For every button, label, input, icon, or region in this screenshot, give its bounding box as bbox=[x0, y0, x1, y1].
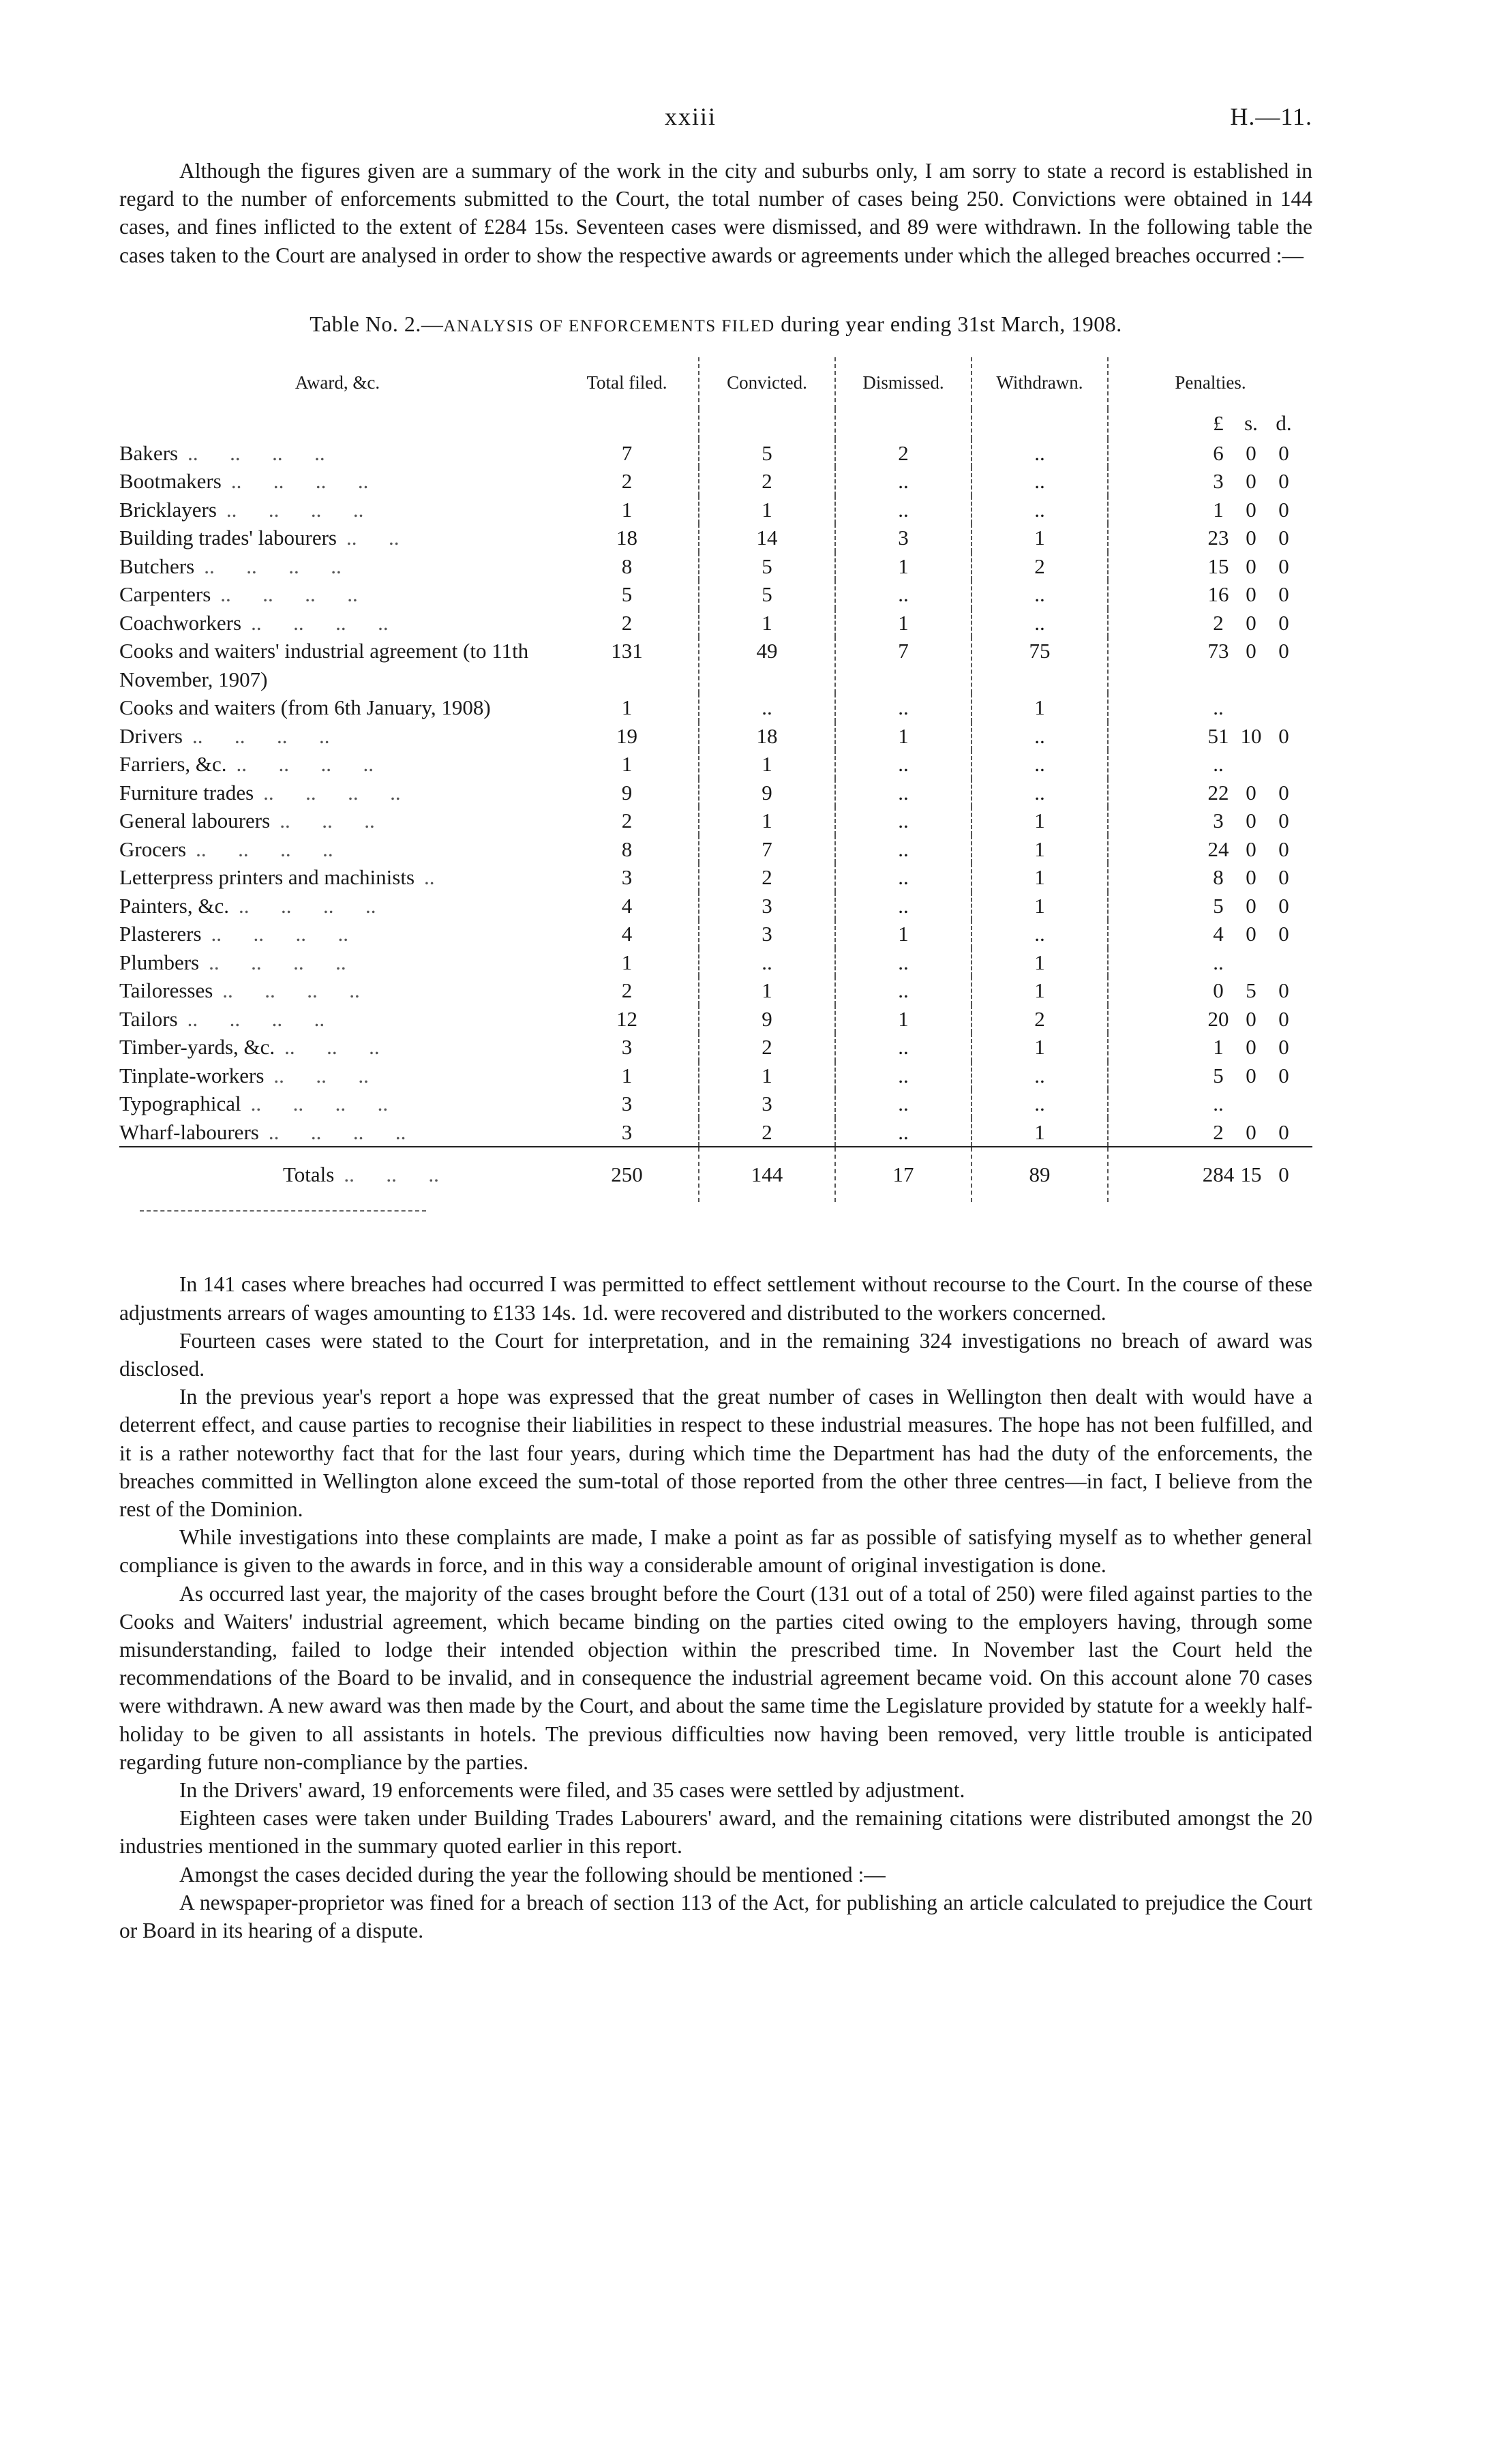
leader-dots: .. .. .. .. bbox=[204, 554, 342, 578]
award-name: General labourers bbox=[119, 809, 271, 833]
penalty-pounds: 51 bbox=[1207, 723, 1229, 748]
penalty-pounds: 1 bbox=[1213, 1035, 1224, 1060]
leader-dots: .. .. .. bbox=[273, 1063, 369, 1087]
cell-total: 2 bbox=[621, 469, 633, 494]
cell-dismissed: .. bbox=[835, 892, 972, 920]
penalty-shillings: 0 bbox=[1246, 526, 1256, 550]
penalty-shillings: 0 bbox=[1246, 1120, 1256, 1144]
cell-dismissed: 1 bbox=[835, 920, 972, 948]
penalty-pence: 0 bbox=[1278, 497, 1289, 522]
cell-withdrawn: 1 bbox=[972, 693, 1108, 722]
penalty-pence: 0 bbox=[1278, 1120, 1289, 1144]
cell-total: 3 bbox=[621, 1035, 633, 1060]
penalty-pence bbox=[1267, 750, 1300, 779]
penalty-shillings: 0 bbox=[1246, 837, 1256, 861]
cell-dismissed: .. bbox=[835, 779, 972, 807]
leader-dots: .. .. .. .. bbox=[187, 440, 325, 465]
table-row bbox=[119, 892, 1312, 920]
penalty-pounds: .. bbox=[1213, 695, 1224, 720]
cell-convicted: 2 bbox=[699, 1118, 835, 1147]
table-row bbox=[119, 1062, 1312, 1090]
table-body bbox=[119, 409, 1312, 1203]
body-paragraph: Fourteen cases were stated to the Court for interpretation, and in the remaining 324 investigations no breach of award was disclosed. bbox=[119, 1328, 1312, 1381]
cell-withdrawn: .. bbox=[972, 920, 1108, 948]
award-name: Plasterers bbox=[119, 922, 202, 946]
leader-dots: .. .. .. .. bbox=[222, 978, 360, 1003]
cell-total: 18 bbox=[616, 526, 637, 550]
cell-total: 4 bbox=[621, 893, 633, 918]
penalty-shillings bbox=[1235, 750, 1267, 779]
body-paragraph: As occurred last year, the majority of the cases brought before the Court (131 out of a total of 250) were filed against parties to the Cooks and Waiters' industrial agreement, which became binding on the parties cited owing to the employers having, through some misunderstanding, failed to lodge their intended objection within the prescribed time. In November last the Court held the recommendations of the Board to be invalid, and in consequence the industrial agreement became void. On this account alone 70 cases were withdrawn. A new award was then made by the Court, and about the same time the Legislature provided by statute for a weekly half-holiday to be given to all assistants in hotels. The previous difficulties now having been removed, very little trouble is anticipated regarding future non-compliance by the parties. bbox=[119, 1581, 1312, 1774]
cell-total: 5 bbox=[621, 582, 633, 607]
leader-dots: .. .. .. .. bbox=[251, 610, 389, 635]
leader-dots: .. .. bbox=[346, 526, 400, 550]
table-row bbox=[119, 1118, 1312, 1147]
table-title-prefix: Table No. 2.— bbox=[310, 311, 444, 336]
cell-dismissed: .. bbox=[835, 863, 972, 892]
cell-total: 2 bbox=[621, 610, 633, 635]
award-name: Bootmakers bbox=[119, 469, 222, 494]
cell-total: 250 bbox=[556, 1147, 699, 1202]
penalty-pence: 0 bbox=[1278, 780, 1289, 805]
penalty-pounds: 5 bbox=[1213, 893, 1224, 918]
cell-convicted: 14 bbox=[699, 524, 835, 552]
table-row bbox=[119, 976, 1312, 1005]
penalty-shillings bbox=[1235, 693, 1267, 722]
cell-withdrawn: .. bbox=[972, 750, 1108, 779]
award-name: Plumbers bbox=[119, 950, 200, 974]
cell-dismissed: .. bbox=[835, 835, 972, 864]
cell-dismissed: .. bbox=[835, 693, 972, 722]
cell-convicted: 2 bbox=[699, 467, 835, 496]
cell-dismissed: 1 bbox=[835, 552, 972, 581]
award-name: Cooks and waiters (from 6th January, 1908) bbox=[119, 695, 491, 720]
cell-total: 2 bbox=[621, 809, 633, 833]
penalty-pence: 0 bbox=[1278, 610, 1289, 635]
cell-convicted: 3 bbox=[699, 1090, 835, 1118]
header-total-filed: Total filed. bbox=[586, 372, 667, 393]
cell-withdrawn: 1 bbox=[972, 835, 1108, 864]
cell-total: 1 bbox=[621, 1063, 633, 1087]
cell-withdrawn: .. bbox=[972, 580, 1108, 609]
penalty-pounds: 6 bbox=[1213, 440, 1224, 465]
cell-total: 1 bbox=[621, 950, 633, 974]
table-header-row bbox=[119, 357, 1312, 409]
table-row bbox=[119, 807, 1312, 835]
cell-convicted: 5 bbox=[699, 439, 835, 468]
header-withdrawn: Withdrawn. bbox=[972, 357, 1108, 409]
cell-dismissed: .. bbox=[835, 1090, 972, 1118]
body-paragraph: While investigations into these complaints are made, I make a point as far as possible of satisfying myself as to whether general compliance is given to the awards in force, and in this way a considerable amount of original investigation is done. bbox=[119, 1525, 1312, 1578]
leader-dots: .. .. .. bbox=[344, 1162, 439, 1187]
penalty-pence: 0 bbox=[1278, 582, 1289, 607]
penalty-shillings: 0 bbox=[1246, 610, 1256, 635]
penalty-pence: 0 bbox=[1278, 1006, 1289, 1031]
leader-dots: .. .. .. .. bbox=[196, 837, 333, 861]
cell-convicted: 18 bbox=[699, 722, 835, 751]
body-paragraph: Amongst the cases decided during the year the following should be mentioned :— bbox=[179, 1862, 886, 1887]
table-row bbox=[119, 1090, 1312, 1118]
leader-dots: .. .. .. .. bbox=[236, 752, 374, 777]
penalty-pence: 0 bbox=[1278, 809, 1289, 833]
penalty-pence: 0 bbox=[1278, 554, 1289, 578]
cell-withdrawn: 75 bbox=[972, 637, 1108, 693]
cell-withdrawn: .. bbox=[972, 467, 1108, 496]
intro-paragraph: Although the figures given are a summary of the work in the city and suburbs only, I am sorry to state a record is established in regard to the number of enforcements submitted to the Court, the total number of cases being 250. Convictions were obtained in 144 cases, and fines inflicted to the extent of £284 15s. Seventeen cases were dismissed, and 89 were withdrawn. In the following table the cases taken to the Court are analysed in order to show the respective awards or agreements under which the alleged breaches occurred :— bbox=[119, 159, 1312, 267]
cell-withdrawn: .. bbox=[972, 496, 1108, 524]
cell-total: 2 bbox=[621, 978, 633, 1003]
penalty-shillings: 0 bbox=[1246, 893, 1256, 918]
body-paragraph: In 141 cases where breaches had occurred I was permitted to effect settlement without recourse to the Court. In the course of these adjustments arrears of wages amounting to £133 14s. 1d. were recovered and distributed to the workers concerned. bbox=[119, 1272, 1312, 1325]
award-name: Cooks and waiters' industrial agreement (to 11th November, 1907) bbox=[119, 639, 529, 691]
penalty-pence bbox=[1267, 948, 1300, 977]
table-row bbox=[119, 580, 1312, 609]
cell-convicted: 1 bbox=[699, 750, 835, 779]
table-bottom-rule bbox=[140, 1210, 426, 1212]
award-name: Timber-yards, &c. bbox=[119, 1035, 275, 1060]
cell-convicted: .. bbox=[699, 693, 835, 722]
cell-convicted: 7 bbox=[699, 835, 835, 864]
cell-convicted: 1 bbox=[699, 496, 835, 524]
cell-dismissed: 17 bbox=[835, 1147, 972, 1202]
penalty-pence: 0 bbox=[1278, 1162, 1289, 1187]
table-row bbox=[119, 467, 1312, 496]
cell-total: 1 bbox=[621, 752, 633, 777]
penalty-pence: 0 bbox=[1278, 922, 1289, 946]
table-row bbox=[119, 750, 1312, 779]
page-header bbox=[119, 102, 1312, 143]
cell-withdrawn: 1 bbox=[972, 948, 1108, 977]
cell-total: 1 bbox=[621, 497, 633, 522]
body-paragraph: Eighteen cases were taken under Building Trades Labourers' award, and the remaining citations were distributed amongst the 20 industries mentioned in the summary quoted earlier in this report. bbox=[119, 1806, 1312, 1859]
penalty-shillings: 0 bbox=[1246, 1063, 1256, 1087]
award-name: Wharf-labourers bbox=[119, 1120, 259, 1144]
body-paragraph: In the Drivers' award, 19 enforcements were filed, and 35 cases were settled by adjustment. bbox=[179, 1777, 965, 1802]
award-name: Typographical bbox=[119, 1092, 241, 1116]
cell-convicted: 9 bbox=[699, 779, 835, 807]
cell-withdrawn: .. bbox=[972, 1062, 1108, 1090]
award-name: Letterpress printers and machinists bbox=[119, 865, 415, 890]
document-page bbox=[119, 102, 1312, 1944]
penalty-pounds: 3 bbox=[1213, 469, 1224, 494]
award-name: Drivers bbox=[119, 723, 183, 748]
cell-dismissed: .. bbox=[835, 580, 972, 609]
leader-dots: .. .. .. .. bbox=[226, 497, 364, 522]
award-name: Bakers bbox=[119, 440, 179, 465]
cell-dismissed: .. bbox=[835, 1118, 972, 1147]
leader-dots: .. .. .. .. bbox=[220, 582, 358, 607]
penalty-shillings: 5 bbox=[1246, 978, 1256, 1003]
cell-total: 3 bbox=[621, 865, 633, 890]
penalty-pounds: 2 bbox=[1213, 1120, 1224, 1144]
cell-dismissed: .. bbox=[835, 467, 972, 496]
cell-convicted: 1 bbox=[699, 807, 835, 835]
cell-withdrawn: 89 bbox=[972, 1147, 1108, 1202]
table-row bbox=[119, 1005, 1312, 1034]
penalty-shillings: 0 bbox=[1246, 639, 1256, 663]
cell-withdrawn: 2 bbox=[972, 1005, 1108, 1034]
penalty-shillings bbox=[1235, 1090, 1267, 1118]
page-number: xxiii bbox=[665, 103, 717, 130]
penalty-pounds: 8 bbox=[1213, 865, 1224, 890]
cell-dismissed: 1 bbox=[835, 722, 972, 751]
cell-withdrawn: .. bbox=[972, 722, 1108, 751]
document-reference: H.—11. bbox=[1230, 103, 1312, 130]
penalty-pence: 0 bbox=[1278, 526, 1289, 550]
currency-pounds: £ bbox=[1213, 410, 1224, 435]
penalty-pence: 0 bbox=[1278, 978, 1289, 1003]
award-name: Tinplate-workers bbox=[119, 1063, 265, 1087]
award-name: Butchers bbox=[119, 554, 195, 578]
cell-withdrawn: 1 bbox=[972, 976, 1108, 1005]
penalty-pounds: 284 bbox=[1202, 1162, 1235, 1187]
penalty-shillings: 0 bbox=[1246, 582, 1256, 607]
header-award: Award, &c. bbox=[295, 372, 380, 393]
cell-total: 12 bbox=[616, 1006, 637, 1031]
penalty-pounds: 23 bbox=[1207, 526, 1229, 550]
award-name: Tailors bbox=[119, 1006, 178, 1031]
penalty-pounds: 16 bbox=[1207, 582, 1229, 607]
header-dismissed: Dismissed. bbox=[835, 357, 972, 409]
totals-label: Totals bbox=[283, 1162, 335, 1187]
penalty-shillings: 0 bbox=[1246, 809, 1256, 833]
cell-dismissed: .. bbox=[835, 1033, 972, 1062]
award-name: Furniture trades bbox=[119, 780, 254, 805]
penalty-pounds: 3 bbox=[1213, 809, 1224, 833]
cell-total: 131 bbox=[611, 639, 643, 663]
cell-withdrawn: .. bbox=[972, 609, 1108, 637]
cell-total: 3 bbox=[621, 1120, 633, 1144]
cell-convicted: 3 bbox=[699, 892, 835, 920]
penalty-pence bbox=[1267, 693, 1300, 722]
penalty-pounds: 20 bbox=[1207, 1006, 1229, 1031]
cell-total: 19 bbox=[616, 723, 637, 748]
penalty-pounds: 73 bbox=[1207, 639, 1229, 663]
penalty-shillings: 0 bbox=[1246, 554, 1256, 578]
penalty-pence: 0 bbox=[1278, 1035, 1289, 1060]
leader-dots: .. .. .. bbox=[284, 1035, 380, 1060]
leader-dots: .. .. .. .. bbox=[263, 780, 401, 805]
table-row bbox=[119, 693, 1312, 722]
penalty-shillings: 0 bbox=[1246, 440, 1256, 465]
award-name: Carpenters bbox=[119, 582, 211, 607]
award-name: Bricklayers bbox=[119, 497, 217, 522]
cell-withdrawn: 1 bbox=[972, 863, 1108, 892]
cell-convicted: 2 bbox=[699, 863, 835, 892]
cell-dismissed: 7 bbox=[835, 637, 972, 693]
cell-withdrawn: 1 bbox=[972, 807, 1108, 835]
cell-convicted: 2 bbox=[699, 1033, 835, 1062]
award-name: Building trades' labourers bbox=[119, 526, 337, 550]
cell-total: 9 bbox=[621, 780, 633, 805]
leader-dots: .. .. .. .. bbox=[239, 893, 376, 918]
body-paragraph: In the previous year's report a hope was expressed that the great number of cases in Wellington then dealt with would have a deterrent effect, and cause parties to recognise their liabilities in respect to these industrial measures. The hope has not been fulfilled, and it is a rather noteworthy fact that for the last four years, during which time the Department has had the duty of the enforcements, the breaches committed in Wellington alone exceed the sum-total of those reported from the other three centres—in fact, I believe from the rest of the Dominion. bbox=[119, 1385, 1312, 1521]
cell-withdrawn: 2 bbox=[972, 552, 1108, 581]
cell-withdrawn: 1 bbox=[972, 1033, 1108, 1062]
penalty-pounds: 1 bbox=[1213, 497, 1224, 522]
penalty-shillings: 0 bbox=[1246, 469, 1256, 494]
penalty-pounds: .. bbox=[1213, 950, 1224, 974]
penalty-pounds: 5 bbox=[1213, 1063, 1224, 1087]
table-row bbox=[119, 722, 1312, 751]
award-name: Grocers bbox=[119, 837, 187, 861]
table-row bbox=[119, 1033, 1312, 1062]
penalty-pence: 0 bbox=[1278, 1063, 1289, 1087]
penalty-pounds: 24 bbox=[1207, 837, 1229, 861]
leader-dots: .. bbox=[424, 865, 435, 890]
table-row bbox=[119, 609, 1312, 637]
cell-dismissed: .. bbox=[835, 807, 972, 835]
currency-row bbox=[119, 409, 1312, 439]
currency-shillings: s. bbox=[1244, 410, 1258, 435]
cell-dismissed: .. bbox=[835, 750, 972, 779]
table-row bbox=[119, 496, 1312, 524]
cell-dismissed: .. bbox=[835, 948, 972, 977]
cell-total: 4 bbox=[621, 922, 633, 946]
body-paragraph: A newspaper-proprietor was fined for a breach of section 113 of the Act, for publishing an article calculated to prejudice the Court or Board in its hearing of a dispute. bbox=[119, 1890, 1312, 1942]
penalty-pence: 0 bbox=[1278, 837, 1289, 861]
table-title bbox=[119, 312, 1312, 337]
penalty-pounds: 15 bbox=[1207, 554, 1229, 578]
cell-dismissed: .. bbox=[835, 1062, 972, 1090]
cell-convicted: 3 bbox=[699, 920, 835, 948]
penalty-shillings: 0 bbox=[1246, 780, 1256, 805]
cell-convicted: 1 bbox=[699, 609, 835, 637]
penalty-pence: 0 bbox=[1278, 865, 1289, 890]
penalty-pounds: .. bbox=[1213, 1092, 1224, 1116]
penalty-pence: 0 bbox=[1278, 440, 1289, 465]
leader-dots: .. .. .. .. bbox=[230, 469, 369, 494]
enforcements-table bbox=[119, 357, 1312, 1203]
report-body bbox=[119, 1270, 1312, 1944]
table-row bbox=[119, 779, 1312, 807]
penalty-shillings: 15 bbox=[1240, 1162, 1262, 1187]
cell-dismissed: 1 bbox=[835, 1005, 972, 1034]
penalty-shillings: 10 bbox=[1240, 723, 1262, 748]
table-title-suffix: during year ending 31st March, 1908. bbox=[774, 311, 1122, 336]
penalty-pounds: .. bbox=[1213, 752, 1224, 777]
leader-dots: .. .. .. .. bbox=[187, 1006, 325, 1031]
cell-total: 8 bbox=[621, 554, 633, 578]
cell-total: 8 bbox=[621, 837, 633, 861]
penalty-pounds: 4 bbox=[1213, 922, 1224, 946]
cell-withdrawn: 1 bbox=[972, 892, 1108, 920]
cell-convicted: .. bbox=[699, 948, 835, 977]
table-row bbox=[119, 920, 1312, 948]
penalty-pounds: 0 bbox=[1213, 978, 1224, 1003]
leader-dots: .. .. .. .. bbox=[209, 950, 346, 974]
table-row bbox=[119, 552, 1312, 581]
cell-dismissed: 1 bbox=[835, 609, 972, 637]
award-name: Coachworkers bbox=[119, 610, 242, 635]
leader-dots: .. .. .. .. bbox=[268, 1120, 406, 1144]
award-name: Farriers, &c. bbox=[119, 752, 227, 777]
penalty-shillings: 0 bbox=[1246, 1035, 1256, 1060]
cell-dismissed: 3 bbox=[835, 524, 972, 552]
cell-total: 1 bbox=[621, 695, 633, 720]
penalty-pounds: 22 bbox=[1207, 780, 1229, 805]
penalty-shillings bbox=[1235, 948, 1267, 977]
table-row bbox=[119, 835, 1312, 864]
penalty-shillings: 0 bbox=[1246, 497, 1256, 522]
award-name: Painters, &c. bbox=[119, 893, 229, 918]
cell-total: 7 bbox=[621, 440, 633, 465]
table-row bbox=[119, 439, 1312, 468]
penalty-pence: 0 bbox=[1278, 639, 1289, 663]
leader-dots: .. .. .. bbox=[280, 809, 375, 833]
cell-dismissed: 2 bbox=[835, 439, 972, 468]
cell-convicted: 1 bbox=[699, 1062, 835, 1090]
penalty-pence bbox=[1267, 1090, 1300, 1118]
leader-dots: .. .. .. .. bbox=[211, 922, 349, 946]
penalty-pence: 0 bbox=[1278, 723, 1289, 748]
table-row bbox=[119, 637, 1312, 693]
penalty-shillings: 0 bbox=[1246, 1006, 1256, 1031]
currency-pence: d. bbox=[1276, 410, 1292, 435]
cell-convicted: 1 bbox=[699, 976, 835, 1005]
cell-convicted: 144 bbox=[699, 1147, 835, 1202]
penalty-shillings: 0 bbox=[1246, 865, 1256, 890]
cell-withdrawn: 1 bbox=[972, 1118, 1108, 1147]
cell-withdrawn: .. bbox=[972, 1090, 1108, 1118]
cell-convicted: 49 bbox=[699, 637, 835, 693]
header-penalties: Penalties. bbox=[1108, 357, 1312, 409]
penalty-shillings: 0 bbox=[1246, 922, 1256, 946]
cell-convicted: 5 bbox=[699, 580, 835, 609]
penalty-pounds: 2 bbox=[1213, 610, 1224, 635]
cell-withdrawn: .. bbox=[972, 779, 1108, 807]
cell-dismissed: .. bbox=[835, 976, 972, 1005]
table-title-caps: ANALYSIS OF ENFORCEMENTS FILED bbox=[443, 316, 775, 335]
table-row bbox=[119, 948, 1312, 977]
header-convicted: Convicted. bbox=[699, 357, 835, 409]
totals-row bbox=[119, 1147, 1312, 1202]
table-row bbox=[119, 524, 1312, 552]
cell-withdrawn: .. bbox=[972, 439, 1108, 468]
cell-convicted: 5 bbox=[699, 552, 835, 581]
award-name: Tailoresses bbox=[119, 978, 213, 1003]
cell-total: 3 bbox=[621, 1092, 633, 1116]
penalty-pence: 0 bbox=[1278, 469, 1289, 494]
cell-convicted: 9 bbox=[699, 1005, 835, 1034]
leader-dots: .. .. .. .. bbox=[192, 723, 330, 748]
penalty-pence: 0 bbox=[1278, 893, 1289, 918]
cell-dismissed: .. bbox=[835, 496, 972, 524]
leader-dots: .. .. .. .. bbox=[250, 1092, 389, 1116]
table-row bbox=[119, 863, 1312, 892]
cell-withdrawn: 1 bbox=[972, 524, 1108, 552]
